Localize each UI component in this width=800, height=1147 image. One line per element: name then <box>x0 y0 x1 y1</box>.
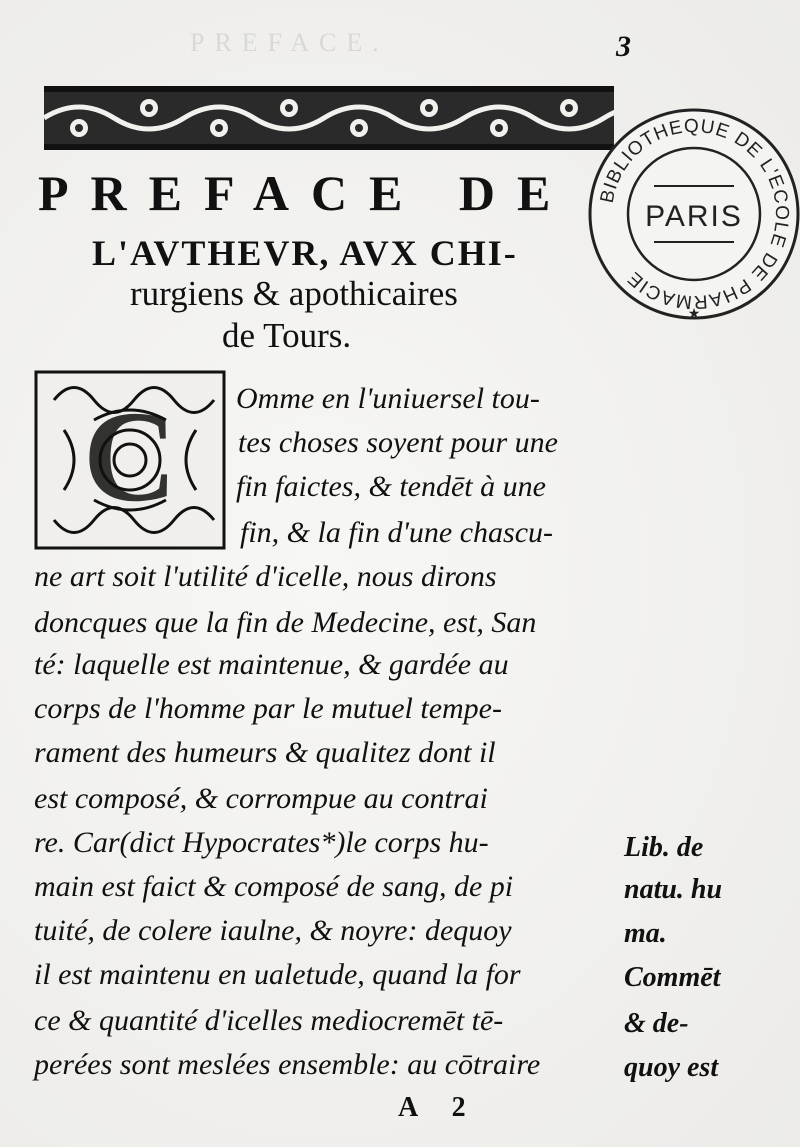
margin-note: natu. hu <box>624 874 723 905</box>
margin-note: Lib. de <box>624 832 704 863</box>
decorated-initial <box>34 370 226 550</box>
body-line: il est maintenu en ualetude, quand la for <box>34 958 521 991</box>
body-line: tuité, de colere iaulne, & noyre: dequoy <box>34 914 512 947</box>
body-line: Omme en l'uniuersel tou- <box>236 382 540 415</box>
dropcap-letter: C <box>83 385 177 529</box>
margin-note: ma. <box>624 918 667 949</box>
title-line-3: rurgiens & apothicaires <box>130 274 458 313</box>
body-line: doncques que la fin de Medecine, est, San <box>34 606 537 639</box>
body-line: est composé, & corrompue au contrai <box>34 782 488 815</box>
body-line: re. Car(dict Hypocrates*)le corps hu- <box>34 826 489 859</box>
title-line-1: PREFACE DE <box>38 165 573 221</box>
body-line: tes choses soyent pour une <box>238 426 558 459</box>
body-line: corps de l'homme par le mutuel tempe- <box>34 692 502 725</box>
title-line-2: L'AVTHEVR, AVX CHI- <box>92 233 518 273</box>
title-line-4: de Tours. <box>222 316 352 355</box>
stamp-center-text: PARIS <box>645 200 743 233</box>
body-line: main est faict & composé de sang, de pi <box>34 870 514 903</box>
page-number: 3 <box>616 30 631 63</box>
signature-mark: A 2 <box>398 1092 480 1123</box>
body-line: ce & quantité d'icelles mediocremēt tē- <box>34 1004 504 1037</box>
margin-note: quoy est <box>624 1052 719 1083</box>
margin-note: Commēt <box>624 962 721 993</box>
running-head-bleedthrough: PREFACE. <box>190 28 389 57</box>
margin-note: & de- <box>624 1008 689 1039</box>
body-line: rament des humeurs & qualitez dont il <box>34 736 496 769</box>
svg-text:★: ★ <box>687 307 701 322</box>
ornamental-border <box>44 86 614 150</box>
body-line: ne art soit l'utilité d'icelle, nous dirons <box>34 560 497 593</box>
stamp-ring-text: BIBLIOTHEQUE DE L'ECOLE DE PHARMACIE <box>596 115 793 313</box>
body-line: perées sont meslées ensemble: au cōtraire <box>34 1048 541 1081</box>
library-stamp <box>588 96 800 332</box>
body-line: fin, & la fin d'une chascu- <box>240 516 554 549</box>
body-line: fin faictes, & tendēt à une <box>236 470 546 503</box>
body-line: té: laquelle est maintenue, & gardée au <box>34 648 509 681</box>
